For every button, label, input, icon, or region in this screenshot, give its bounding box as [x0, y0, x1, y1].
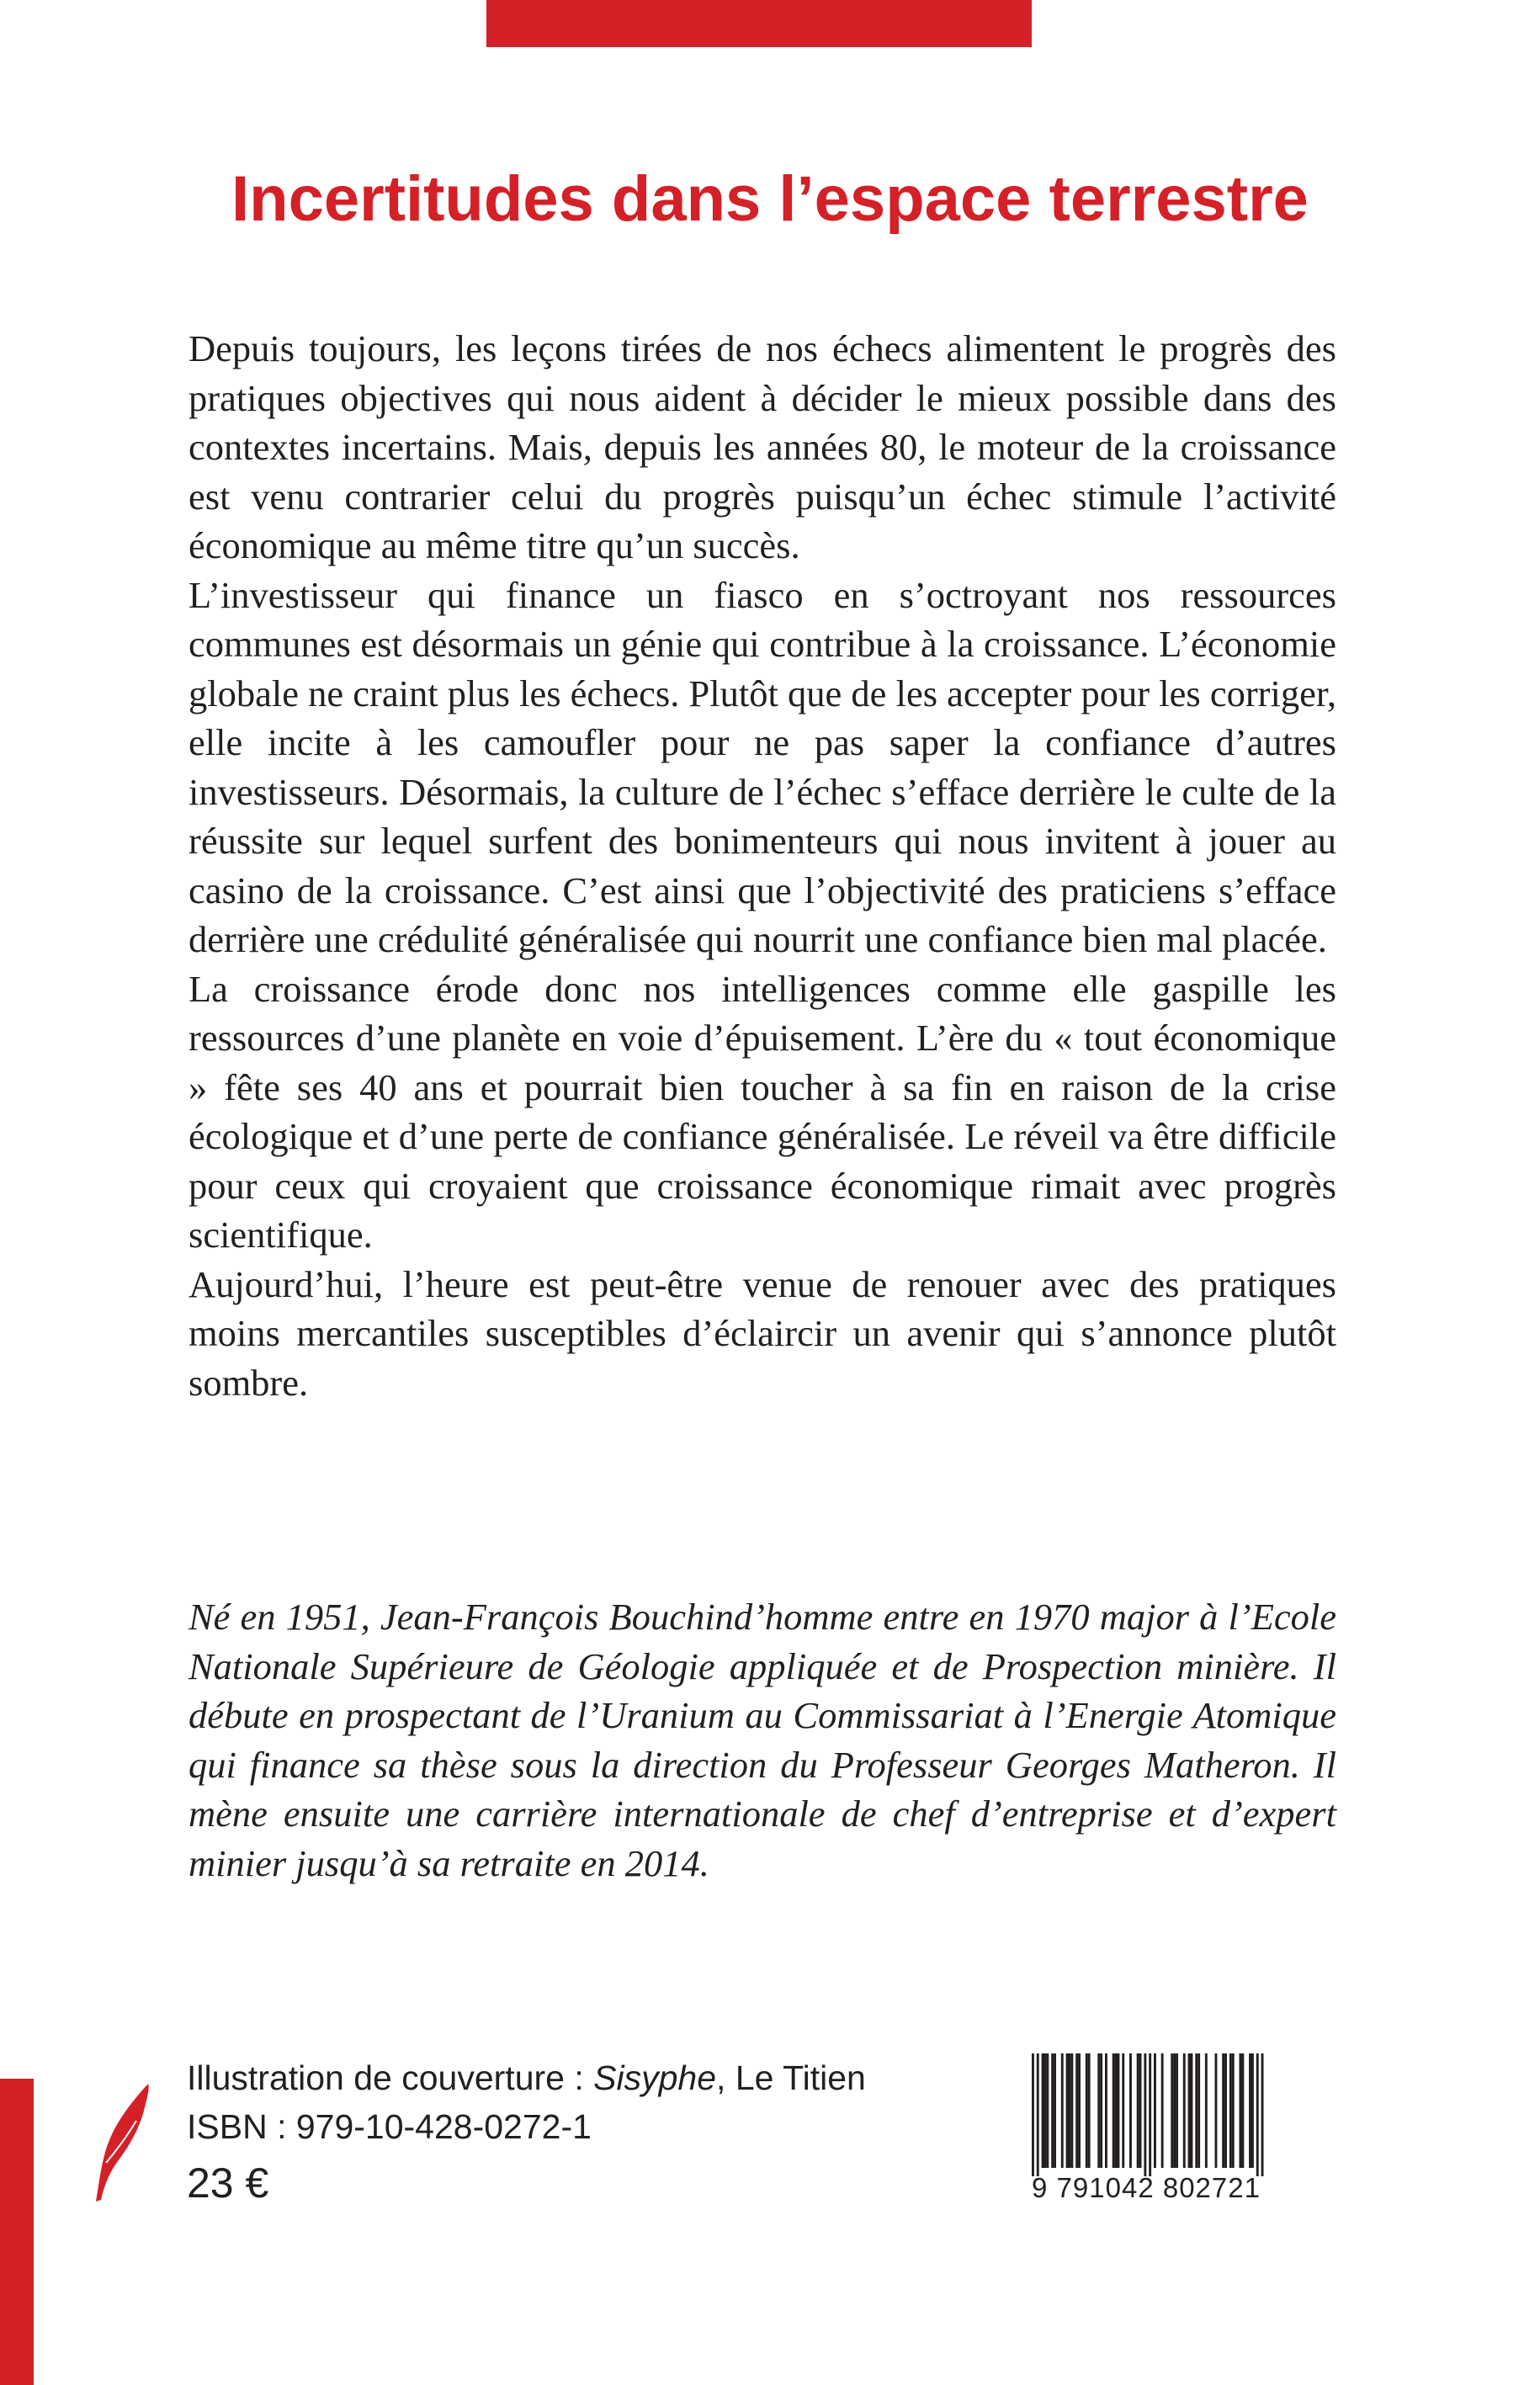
barcode-bar	[1205, 2053, 1208, 2168]
barcode-bar	[1256, 2053, 1259, 2176]
barcode-bar	[1261, 2053, 1264, 2176]
barcode-bar	[1195, 2053, 1197, 2168]
barcode-bar	[1129, 2053, 1132, 2168]
barcode-bar	[1070, 2053, 1073, 2168]
barcode-bar	[1188, 2053, 1191, 2168]
barcode-bar	[1149, 2053, 1151, 2176]
illustration-credit	[187, 2053, 944, 2102]
illustration-artist: , Le Titien	[716, 2058, 866, 2097]
barcode-bar	[1037, 2053, 1039, 2176]
top-accent-bar	[486, 0, 1032, 47]
isbn: ISBN : 979-10-428-0272-1	[187, 2107, 592, 2146]
barcode-bar	[1173, 2053, 1176, 2168]
barcode-bar	[1139, 2053, 1142, 2168]
barcode-bar	[1240, 2053, 1242, 2168]
barcode-bar	[1061, 2053, 1064, 2168]
blurb-paragraph: La croissance érode donc nos intelligences comme elle gaspille les ressources d’une planète en voie d’épuisement. L’ère du « tout économique » fête ses 40 ans et pourrait bien toucher à sa fin en raison de la crise écologique et d’une perte de confiance généralisée. Le réveil va être difficile pour ceux qui croyaient que croissance économique rimait avec progrès scientifique.	[189, 967, 1336, 1256]
barcode-bar	[1100, 2053, 1102, 2168]
barcode-bar	[1078, 2053, 1081, 2168]
book-title: Incertitudes dans l’espace terrestre	[231, 163, 1309, 235]
barcode-bar	[1232, 2053, 1235, 2168]
bottom-left-accent-bar	[0, 2079, 34, 2385]
barcode-bar	[1122, 2053, 1124, 2168]
barcode-bar	[1183, 2053, 1186, 2168]
barcode-bar	[1176, 2053, 1178, 2168]
barcode-bar	[1249, 2053, 1251, 2168]
feather-logo-icon	[89, 2082, 153, 2205]
barcode-number: 9 791042 802721	[1032, 2172, 1261, 2203]
barcode-bar	[1251, 2053, 1254, 2168]
price: 23 €	[187, 2159, 269, 2207]
barcode-bar	[1075, 2053, 1078, 2168]
illustration-label: Illustration de couverture :	[187, 2058, 584, 2097]
blurb-paragraph: Depuis toujours, les leçons tirées de nos échecs alimentent le progrès des pratiques objectives qui nous aident à décider le mieux possible dans des contextes incertains. Mais, depuis les années 80, le moteur de la croissance est venu contrarier celui du progrès puisqu’un échec stimule l’activité économique au même titre qu’un succès.	[189, 327, 1336, 566]
barcode-bar	[1042, 2053, 1044, 2168]
barcode-bar	[1224, 2053, 1227, 2168]
barcode-bar	[1032, 2053, 1034, 2176]
barcode-bar	[1215, 2053, 1218, 2168]
barcode-bar	[1161, 2053, 1164, 2168]
barcode-bar	[1046, 2053, 1049, 2168]
barcode-bar	[1115, 2053, 1118, 2168]
barcode-bar	[1051, 2053, 1054, 2168]
barcode-bar	[1191, 2053, 1193, 2168]
barcode-bar	[1097, 2053, 1100, 2168]
barcode-bar	[1222, 2053, 1224, 2168]
author-bio: Né en 1951, Jean-François Bouchind’homme entre en 1970 major à l’Ecole Nationale Supérieure de Géologie appliquée et de Prospection minière. Il débute en prospectant de l’Uranium au Commissariat à l’Energie Atomique qui finance sa thèse sous la direction du Professeur Georges Matheron. Il mène ensuite une carrière internationale de chef d’entreprise et d’expert minier jusqu’à sa retraite en 2014.	[189, 1596, 1336, 1884]
barcode-bar	[1144, 2053, 1146, 2176]
barcode-bar	[1229, 2053, 1232, 2168]
barcode-bar	[1054, 2053, 1056, 2168]
barcode-bar	[1137, 2053, 1139, 2168]
barcode-bar	[1118, 2053, 1120, 2168]
barcode-bar	[1066, 2053, 1069, 2168]
barcode-bar	[1154, 2053, 1156, 2168]
barcode-bar	[1113, 2053, 1115, 2168]
barcode-bar	[1197, 2053, 1200, 2168]
blurb-paragraph: L’investisseur qui finance un fiasco en s’octroyant nos ressources communes est désormais un génie qui contribue à la croissance. L’économie globale ne craint plus les échecs. Plutôt que de les accepter pour les corriger, elle incite à les camoufler pour ne pas saper la confiance d’autres investisseurs. Désormais, la culture de l’échec s’efface derrière le culte de la réussite sur lequel surfent des bonimenteurs qui nous invitent à jouer au casino de la croissance. C’est ainsi que l’objectivité des praticiens s’efface derrière une crédulité généralisée qui nourrit une confiance bien mal placée.	[189, 573, 1336, 960]
barcode-bar	[1241, 2053, 1244, 2168]
barcode-bar	[1105, 2053, 1107, 2168]
barcode-bar	[1088, 2053, 1091, 2168]
back-cover-blurb	[189, 324, 1336, 1407]
barcode-bar	[1086, 2053, 1088, 2168]
blurb-paragraph: Aujourd’hui, l’heure est peut-être venue de renouer avec des pratiques moins mercantiles susceptibles d’éclaircir un avenir qui s’annonce plutôt sombre.	[189, 1262, 1336, 1404]
illustration-work: Sisyphe	[593, 2058, 717, 2097]
barcode-bar	[1044, 2053, 1047, 2168]
barcode-bar	[1171, 2053, 1173, 2168]
barcode	[1006, 2047, 1286, 2212]
credits-block	[187, 2053, 944, 2210]
barcode-bar	[1069, 2053, 1071, 2168]
